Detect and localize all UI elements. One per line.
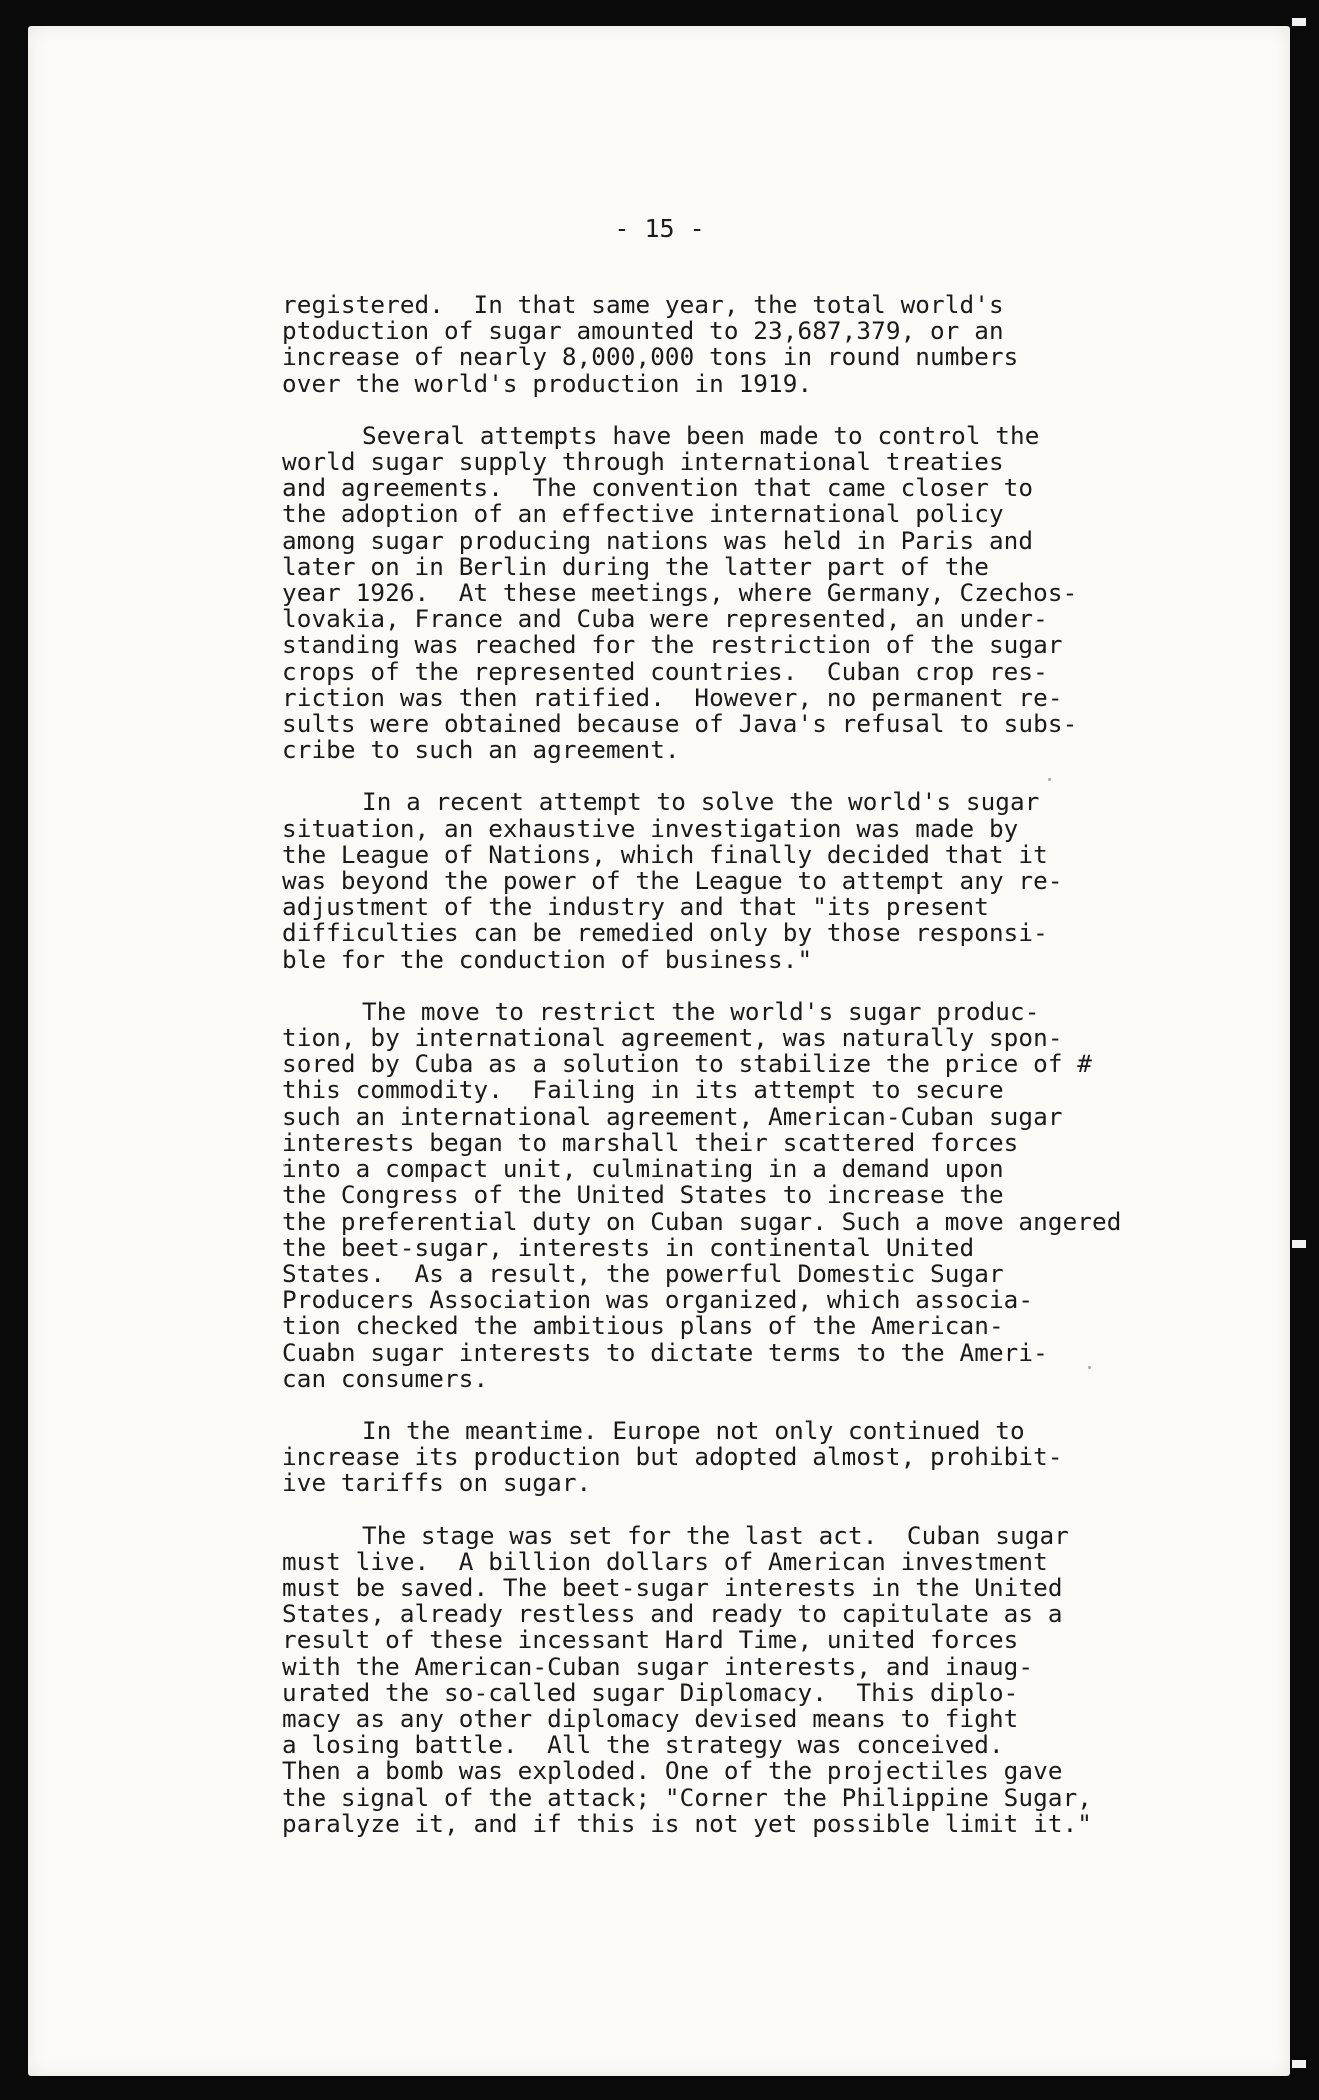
text-line: the League of Nations, which finally decided that it: [282, 839, 1048, 869]
paragraph: [282, 292, 1232, 397]
text-line: Cuabn sugar interests to dictate terms to the Ameri-: [282, 1337, 1048, 1367]
text-line: difficulties can be remedied only by those responsi-: [282, 918, 1048, 948]
text-line: increase its production but adopted almost, prohibit-: [282, 1442, 1063, 1472]
text-line: crops of the represented countries. Cuban crop res-: [282, 656, 1048, 686]
text-line: must be saved. The beet-sugar interests in the United: [282, 1572, 1063, 1602]
text-line: with the American-Cuban sugar interests, and inaug-: [282, 1651, 1034, 1681]
text-line: the Congress of the United States to increase the: [282, 1180, 1004, 1210]
text-line: urated the so-called sugar Diplomacy. This diplo-: [282, 1677, 1019, 1707]
text-line: sored by Cuba as a solution to stabilize the price of #: [282, 1049, 1093, 1079]
text-line: this commodity. Failing in its attempt to secure: [282, 1075, 1004, 1105]
text-line: can consumers.: [282, 1363, 489, 1393]
text-line: The move to restrict the world's sugar produc-: [362, 996, 1040, 1026]
text-line: must live. A billion dollars of American investment: [282, 1546, 1048, 1576]
text-line: tion checked the ambitious plans of the American-: [282, 1311, 1004, 1341]
text-line: tion, by international agreement, was naturally spon-: [282, 1023, 1063, 1053]
film-edge-mark: [1292, 2060, 1306, 2068]
text-line: among sugar producing nations was held in Paris and: [282, 525, 1034, 555]
text-line: Then a bomb was exploded. One of the projectiles gave: [282, 1756, 1063, 1786]
text-line: sults were obtained because of Java's refusal to subs-: [282, 709, 1078, 739]
text-line: the beet-sugar, interests in continental United: [282, 1232, 975, 1262]
text-line: was beyond the power of the League to attempt any re-: [282, 866, 1063, 896]
film-edge-mark: [1292, 1240, 1306, 1248]
text-line: the preferential duty on Cuban sugar. Such a move angered: [282, 1206, 1122, 1236]
text-line: such an international agreement, American-Cuban sugar: [282, 1101, 1063, 1131]
text-line: paralyze it, and if this is not yet possible limit it.": [282, 1808, 1093, 1838]
text-line: ble for the conduction of business.": [282, 944, 813, 974]
text-line: later on in Berlin during the latter part of the: [282, 551, 989, 581]
text-line: In the meantime. Europe not only continued to: [362, 1415, 1025, 1445]
text-line: situation, an exhaustive investigation was made by: [282, 813, 1019, 843]
film-edge-mark: [1292, 18, 1306, 26]
paragraph: [282, 420, 1232, 765]
text-line: over the world's production in 1919.: [282, 368, 813, 398]
text-line: macy as any other diplomacy devised means to fight: [282, 1703, 1019, 1733]
page-number: - 15 -: [614, 214, 705, 243]
paragraph: [282, 1520, 1232, 1838]
text-line: cribe to such an agreement.: [282, 735, 680, 765]
text-line: result of these incessant Hard Time, united forces: [282, 1625, 1019, 1655]
paragraph: [282, 996, 1232, 1393]
text-line: ptoduction of sugar amounted to 23,687,379, or an: [282, 316, 1004, 346]
text-line: year 1926. At these meetings, where Germany, Czechos-: [282, 578, 1078, 608]
paragraph: [282, 1415, 1232, 1498]
text-line: world sugar supply through international treaties: [282, 447, 1004, 477]
text-line: lovakia, France and Cuba were represented, an under-: [282, 604, 1048, 634]
text-line: interests began to marshall their scattered forces: [282, 1127, 1019, 1157]
text-line: riction was then ratified. However, no permanent re-: [282, 682, 1063, 712]
text-line: adjustment of the industry and that "its present: [282, 892, 989, 922]
text-line: a losing battle. All the strategy was conceived.: [282, 1730, 1004, 1760]
text-line: Several attempts have been made to control the: [362, 420, 1040, 450]
text-line: ive tariffs on sugar.: [282, 1468, 592, 1498]
text-line: increase of nearly 8,000,000 tons in round numbers: [282, 342, 1019, 372]
text-line: The stage was set for the last act. Cuban sugar: [362, 1520, 1069, 1550]
document-body: [282, 292, 1232, 1863]
text-line: the signal of the attack; "Corner the Philippine Sugar,: [282, 1782, 1093, 1812]
text-line: In a recent attempt to solve the world's sugar: [362, 787, 1040, 817]
text-line: into a compact unit, culminating in a demand upon: [282, 1154, 1004, 1184]
text-line: States. As a result, the powerful Domestic Sugar: [282, 1258, 1004, 1288]
text-line: standing was reached for the restriction of the sugar: [282, 630, 1063, 660]
text-line: the adoption of an effective international policy: [282, 499, 1004, 529]
text-line: States, already restless and ready to capitulate as a: [282, 1599, 1063, 1629]
text-line: registered. In that same year, the total world's: [282, 290, 1004, 319]
text-line: Producers Association was organized, which associa-: [282, 1285, 1034, 1315]
text-line: and agreements. The convention that came closer to: [282, 473, 1034, 503]
paragraph: [282, 789, 1232, 972]
